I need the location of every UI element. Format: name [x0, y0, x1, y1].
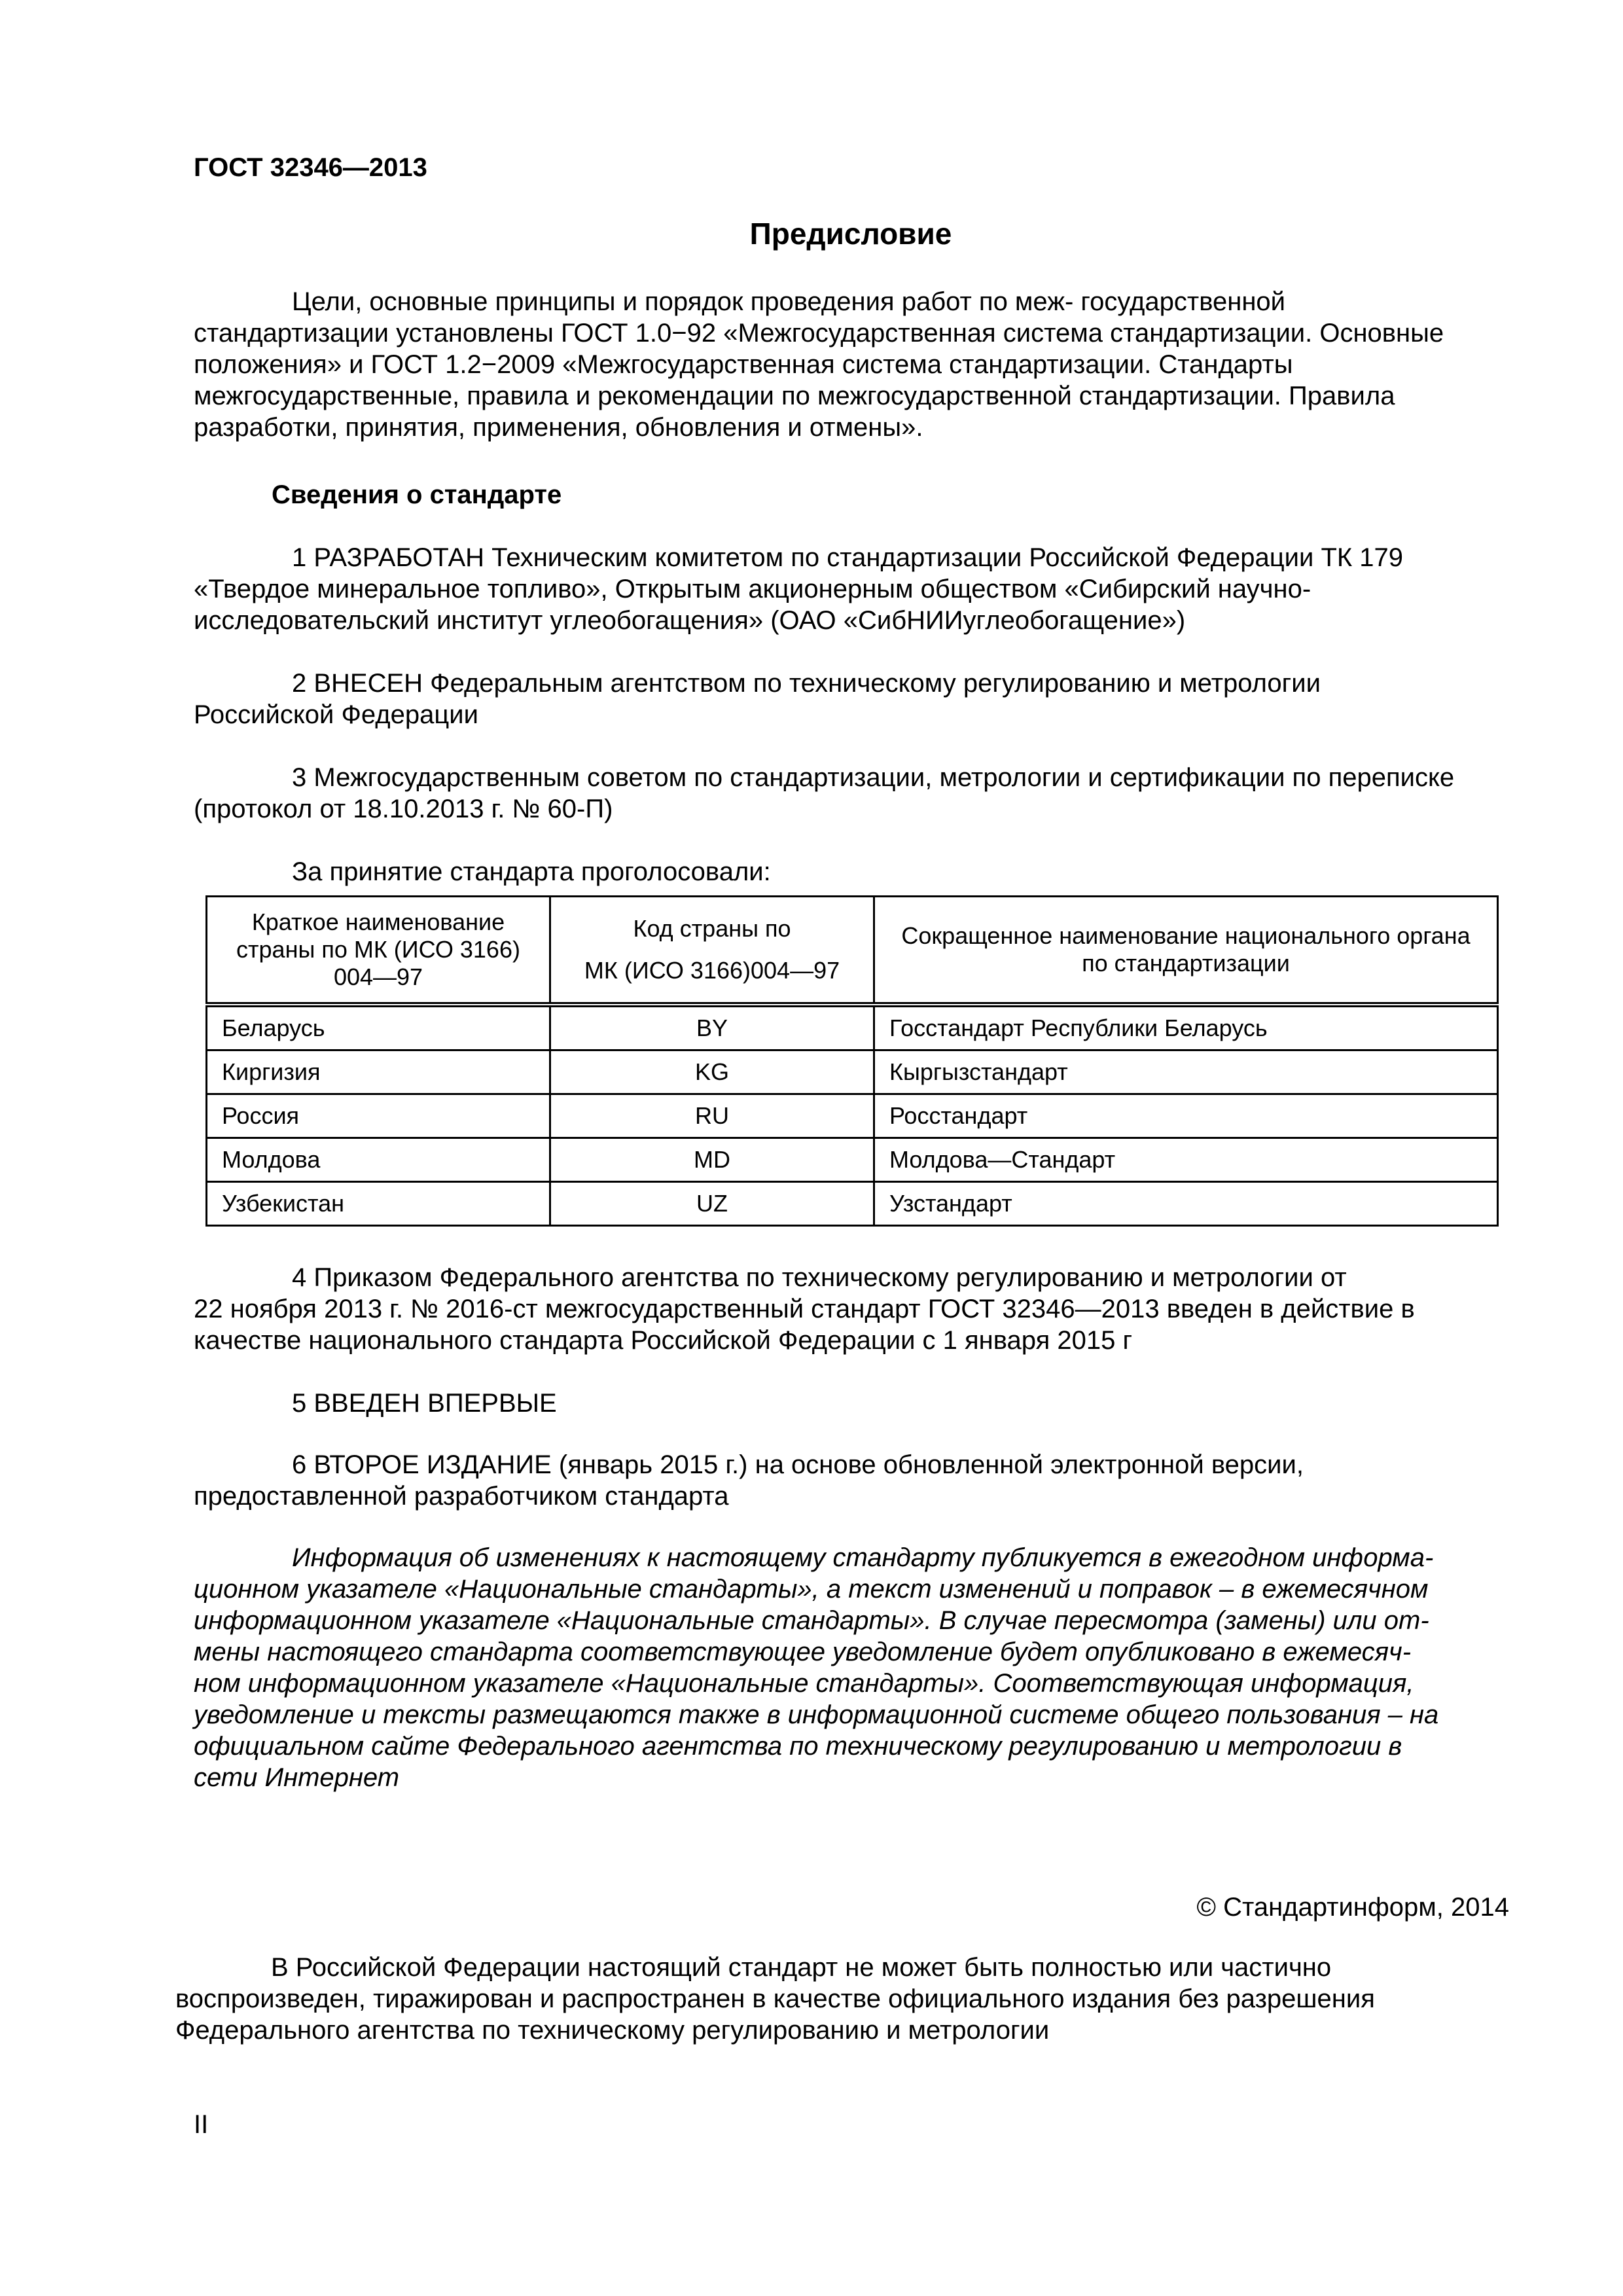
- copyright-notice: © Стандартинформ, 2014: [1196, 1893, 1509, 1922]
- intro-line: Цели, основные принципы и порядок проведения работ по меж- государственной: [292, 287, 1286, 316]
- header-country-code-line: Код страны по: [633, 915, 791, 942]
- cell-code: BY: [550, 1005, 874, 1050]
- intro-line: стандартизации установлены ГОСТ 1.0−92 «Межгосударственная система стандартизации. Основные: [194, 319, 1444, 348]
- item-1-line: 1 РАЗРАБОТАН Техническим комитетом по стандартизации Российской Федерации ТК 179: [292, 543, 1404, 572]
- info-notice-line: уведомление и тексты размещаются также в информационной системе общего пользования – на: [194, 1700, 1439, 1729]
- item-4-line: 22 ноября 2013 г. № 2016-ст межгосударственный стандарт ГОСТ 32346—2013 введен в действие в: [194, 1295, 1415, 1323]
- intro-line: разработки, принятия, применения, обновления и отмены».: [194, 413, 923, 442]
- cell-code: KG: [550, 1050, 874, 1094]
- table-row: [207, 1050, 1498, 1094]
- info-notice-line: официальном сайте Федерального агентства по техническому регулированию и метрологии в: [194, 1732, 1402, 1761]
- page-number: II: [194, 2110, 209, 2139]
- item-2-line: 2 ВНЕСЕН Федеральным агентством по техническому регулированию и метрологии: [292, 669, 1321, 698]
- header-standards-body: Сокращенное наименование национального органа по стандартизации: [874, 897, 1498, 1005]
- cell-code: UZ: [550, 1182, 874, 1226]
- info-notice-paragraph: [194, 1542, 1509, 1793]
- votes-intro: За принятие стандарта проголосовали:: [292, 857, 771, 886]
- cell-body: Госстандарт Республики Беларусь: [874, 1005, 1498, 1050]
- table-row: [207, 1182, 1498, 1226]
- info-notice-line: мены настоящего стандарта соответствующее уведомление будет опубликовано в ежемесяч-: [194, 1638, 1412, 1666]
- table-header-row: [207, 897, 1498, 1005]
- item-1-paragraph: [194, 542, 1509, 636]
- page-title: Предисловие: [749, 217, 952, 251]
- section-subheading: Сведения о стандарте: [272, 480, 562, 509]
- cell-country: Киргизия: [207, 1050, 550, 1094]
- intro-paragraph: [194, 286, 1509, 443]
- item-6-line: 6 ВТОРОЕ ИЗДАНИЕ (январь 2015 г.) на основе обновленной электронной версии,: [292, 1450, 1304, 1479]
- cell-country: Молдова: [207, 1138, 550, 1182]
- item-5-line: 5 ВВЕДЕН ВПЕРВЫЕ: [292, 1389, 557, 1418]
- info-notice-line: информационном указателе «Национальные стандарты». В случае пересмотра (замены) или от-: [194, 1606, 1429, 1635]
- item-4-paragraph: [194, 1262, 1509, 1356]
- info-notice-line: Информация об изменениях к настоящему стандарту публикуется в ежегодном информа-: [292, 1543, 1434, 1572]
- item-2-paragraph: [194, 668, 1509, 730]
- document-code-header: ГОСТ 32346—2013: [194, 153, 427, 182]
- item-1-line: «Твердое минеральное топливо», Открытым акционерным обществом «Сибирский научно-: [194, 575, 1311, 603]
- cell-body: Кыргызстандарт: [874, 1050, 1498, 1094]
- reproduction-notice: [175, 1952, 1509, 2046]
- cell-code: MD: [550, 1138, 874, 1182]
- item-3-paragraph: [194, 762, 1509, 825]
- item-6-paragraph: [194, 1449, 1509, 1512]
- table-row: [207, 1138, 1498, 1182]
- item-6-line: предоставленной разработчиком стандарта: [194, 1482, 729, 1511]
- item-3-line: 3 Межгосударственным советом по стандартизации, метрологии и сертификации по переписке: [292, 763, 1455, 792]
- item-2-line: Российской Федерации: [194, 700, 478, 729]
- cell-body: Росстандарт: [874, 1094, 1498, 1138]
- cell-body: Узстандарт: [874, 1182, 1498, 1226]
- votes-table: [205, 895, 1499, 1227]
- header-country-name: Краткое наименование страны по МК (ИСО 3166) 004—97: [207, 897, 550, 1005]
- intro-line: межгосударственные, правила и рекомендации по межгосударственной стандартизации. Правила: [194, 382, 1395, 410]
- info-notice-line: ном информационном указателе «Национальные стандарты». Соответствующая информация,: [194, 1669, 1414, 1698]
- reproduction-notice-line: В Российской Федерации настоящий стандарт не может быть полностью или частично: [271, 1953, 1332, 1982]
- cell-code: RU: [550, 1094, 874, 1138]
- cell-country: Узбекистан: [207, 1182, 550, 1226]
- table-row: [207, 1094, 1498, 1138]
- table-row: [207, 1005, 1498, 1050]
- intro-line: положения» и ГОСТ 1.2−2009 «Межгосударственная система стандартизации. Стандарты: [194, 350, 1293, 379]
- reproduction-notice-line: воспроизведен, тиражирован и распространен в качестве официального издания без разрешения: [175, 1984, 1375, 2013]
- header-country-code-line: МК (ИСО 3166)004—97: [584, 957, 840, 984]
- info-notice-line: сети Интернет: [194, 1763, 400, 1792]
- item-3-line: (протокол от 18.10.2013 г. № 60-П): [194, 795, 613, 823]
- reproduction-notice-line: Федерального агентства по техническому регулированию и метрологии: [175, 2016, 1050, 2045]
- header-country-code: [550, 897, 874, 1005]
- item-4-line: качестве национального стандарта Российской Федерации с 1 января 2015 г: [194, 1326, 1133, 1355]
- cell-body: Молдова—Стандарт: [874, 1138, 1498, 1182]
- cell-country: Россия: [207, 1094, 550, 1138]
- item-4-line: 4 Приказом Федерального агентства по техническому регулированию и метрологии от: [292, 1263, 1347, 1292]
- item-1-line: исследовательский институт углеобогащения» (ОАО «СибНИИуглеобогащение»): [194, 606, 1186, 635]
- info-notice-line: ционном указателе «Национальные стандарты», а текст изменений и поправок – в ежемесячном: [194, 1575, 1429, 1604]
- cell-country: Беларусь: [207, 1005, 550, 1050]
